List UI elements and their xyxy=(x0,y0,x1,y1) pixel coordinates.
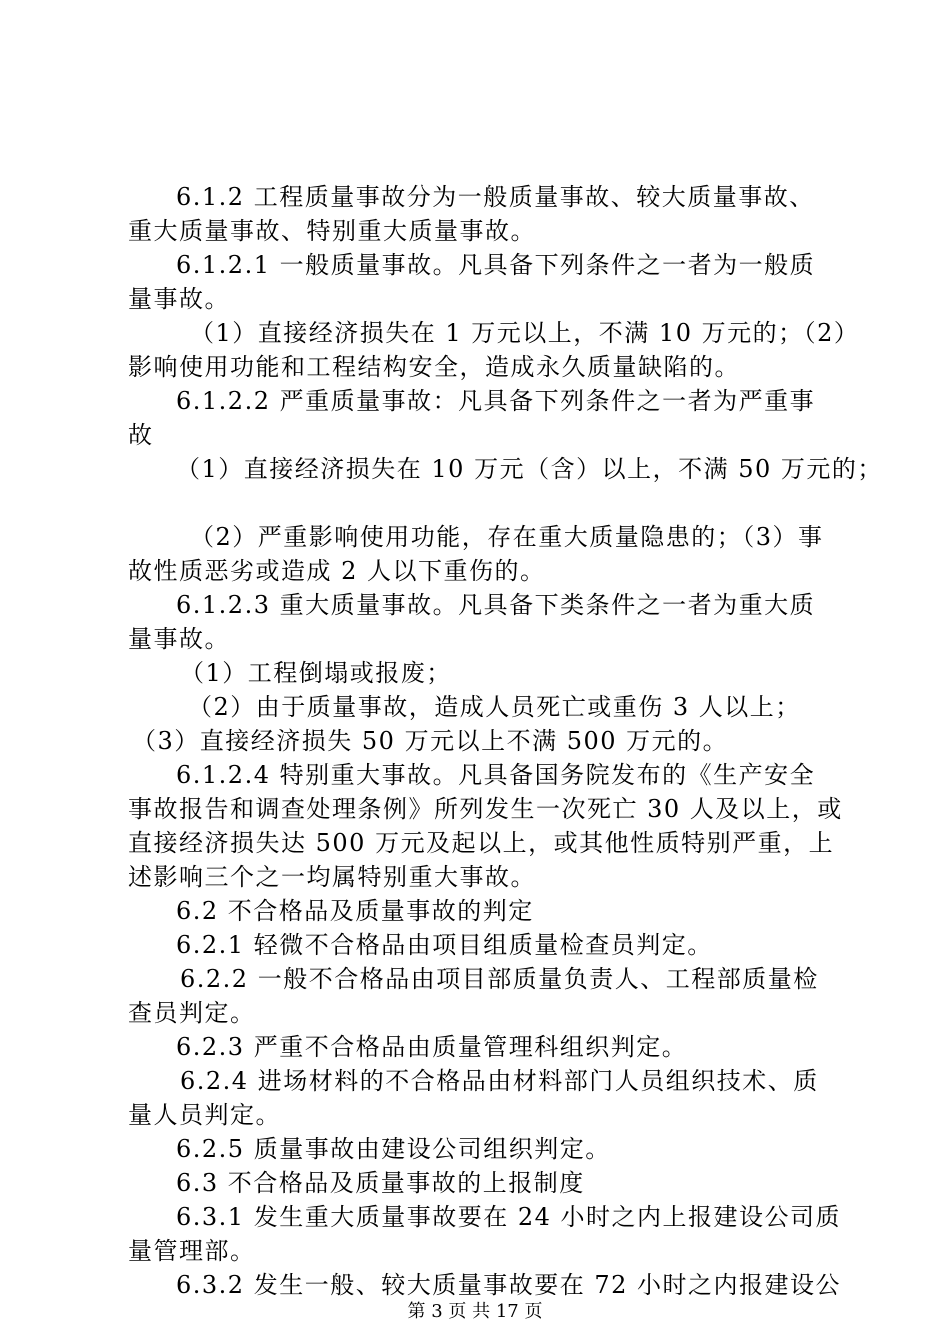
text-line: 直接经济损失达 500 万元及起以上，或其他性质特别严重，上 xyxy=(128,829,835,857)
text-line: 述影响三个之一均属特别重大事故。 xyxy=(128,863,536,891)
text-line: （1）直接经济损失在 1 万元以上，不满 10 万元的；（2） xyxy=(190,319,860,347)
text-line: 影响使用功能和工程结构安全，造成永久质量缺陷的。 xyxy=(128,353,740,381)
text-line: （1）直接经济损失在 10 万元（含）以上，不满 50 万元的； xyxy=(176,455,883,483)
text-line: 重大质量事故、特别重大质量事故。 xyxy=(128,217,536,245)
text-line: 6.2.3 严重不合格品由质量管理科组织判定。 xyxy=(176,1033,688,1061)
text-line: 6.2.1 轻微不合格品由项目组质量检查员判定。 xyxy=(176,931,713,959)
text-line: 量人员判定。 xyxy=(128,1101,281,1129)
text-line: 6.2.5 质量事故由建设公司组织判定。 xyxy=(176,1135,611,1163)
text-line: 量事故。 xyxy=(128,625,230,653)
text-line: 事故报告和调查处理条例》所列发生一次死亡 30 人及以上，或 xyxy=(128,795,843,823)
text-line: 查员判定。 xyxy=(128,999,256,1027)
text-line: 6.1.2.1 一般质量事故。凡具备下列条件之一者为一般质 xyxy=(176,251,816,279)
text-line: （1）工程倒塌或报废； xyxy=(180,659,452,687)
text-line: （3）直接经济损失 50 万元以上不满 500 万元的。 xyxy=(132,727,729,755)
text-line: 6.1.2 工程质量事故分为一般质量事故、较大质量事故、 xyxy=(176,183,815,211)
text-line: 6.2.4 进场材料的不合格品由材料部门人员组织技术、质 xyxy=(180,1067,819,1095)
text-line: 6.2.2 一般不合格品由项目部质量负责人、工程部质量检 xyxy=(180,965,819,993)
section-heading: 6.2 不合格品及质量事故的判定 xyxy=(176,897,534,925)
text-line: 故性质恶劣或造成 2 人以下重伤的。 xyxy=(128,557,546,585)
text-line: 6.3.1 发生重大质量事故要在 24 小时之内上报建设公司质 xyxy=(176,1203,841,1231)
text-line: 6.3.2 发生一般、较大质量事故要在 72 小时之内报建设公 xyxy=(176,1271,841,1299)
text-line: 量事故。 xyxy=(128,285,230,313)
text-line: 量管理部。 xyxy=(128,1237,256,1265)
text-line: （2）由于质量事故，造成人员死亡或重伤 3 人以上； xyxy=(188,693,801,721)
text-line: 6.1.2.4 特别重大事故。凡具备国务院发布的《生产安全 xyxy=(176,761,816,789)
page-footer: 第 3 页 共 17 页 xyxy=(407,1301,543,1322)
text-line: 故 xyxy=(128,421,154,449)
section-heading: 6.3 不合格品及质量事故的上报制度 xyxy=(176,1169,585,1197)
text-line: 6.1.2.3 重大质量事故。凡具备下类条件之一者为重大质 xyxy=(176,591,816,619)
text-line: （2）严重影响使用功能，存在重大质量隐患的；（3）事 xyxy=(190,523,824,551)
text-line: 6.1.2.2 严重质量事故：凡具备下列条件之一者为严重事 xyxy=(176,387,816,415)
